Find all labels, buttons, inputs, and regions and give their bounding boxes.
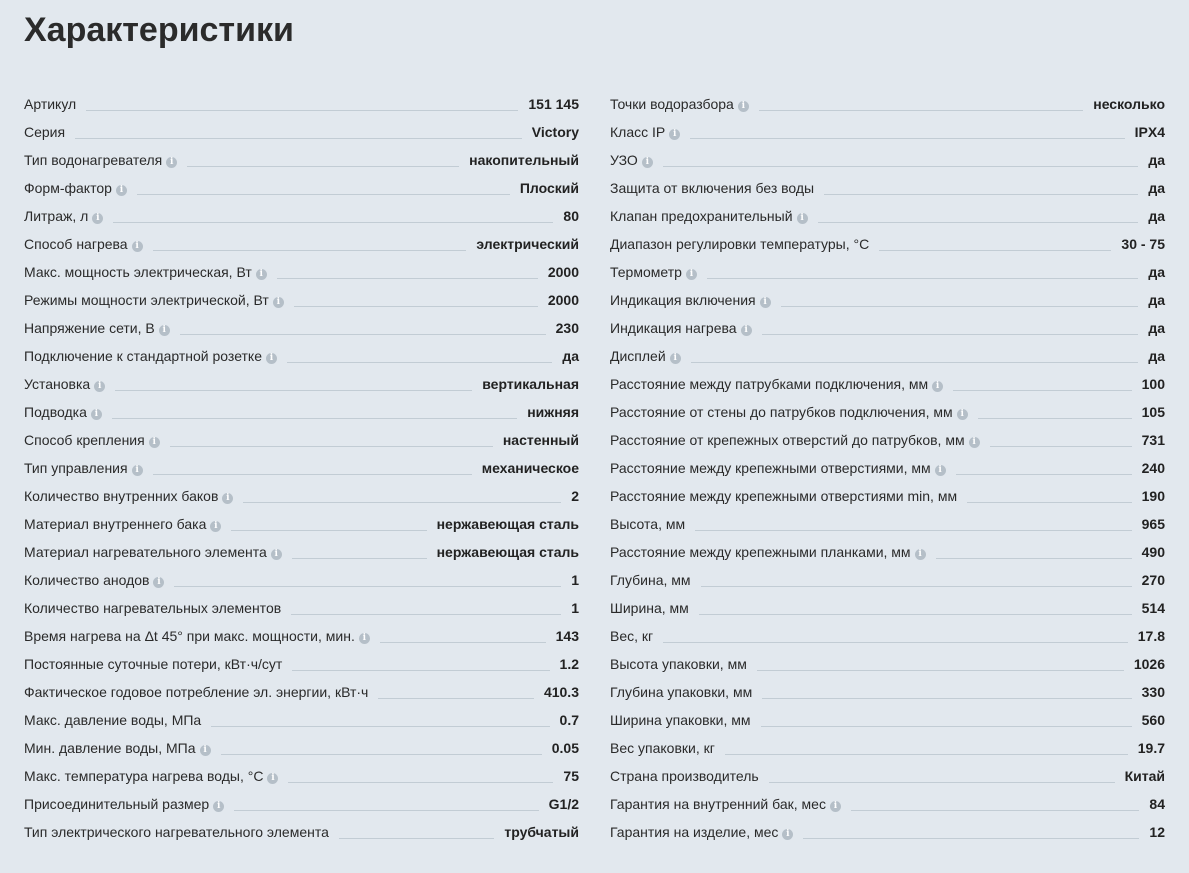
spec-value: электрический (476, 236, 579, 252)
spec-row (610, 448, 1165, 476)
dotted-leader (243, 501, 561, 503)
dotted-leader (691, 361, 1139, 363)
spec-label: Гарантия на изделие, мес (610, 824, 779, 840)
dotted-leader (781, 305, 1139, 307)
spec-label: Ширина, мм (610, 600, 689, 616)
spec-row (610, 140, 1165, 168)
spec-row (24, 588, 579, 616)
spec-value: да (562, 348, 579, 364)
spec-label: Класс IP (610, 124, 666, 140)
spec-label: Дисплей (610, 348, 666, 364)
dotted-leader (234, 809, 538, 811)
spec-value: да (1148, 208, 1165, 224)
info-icon[interactable]: i (267, 773, 278, 784)
specs-column-right (610, 84, 1165, 840)
spec-row (610, 532, 1165, 560)
spec-value: 1 (571, 572, 579, 588)
spec-label: Мин. давление воды, МПа (24, 740, 196, 756)
spec-value: 2 (571, 488, 579, 504)
spec-row (610, 308, 1165, 336)
dotted-leader (380, 641, 546, 643)
info-icon[interactable]: i (271, 549, 282, 560)
dotted-leader (725, 753, 1128, 755)
dotted-leader (851, 809, 1139, 811)
spec-row (24, 728, 579, 756)
info-icon[interactable]: i (159, 325, 170, 336)
dotted-leader (956, 473, 1132, 475)
spec-label: Страна производитель (610, 768, 759, 784)
spec-value: 731 (1141, 432, 1165, 448)
spec-row (24, 392, 579, 420)
info-icon[interactable]: i (670, 353, 681, 364)
dotted-leader (113, 221, 553, 223)
spec-row (24, 140, 579, 168)
dotted-leader (757, 669, 1124, 671)
info-icon[interactable]: i (741, 325, 752, 336)
dotted-leader (707, 277, 1138, 279)
dotted-leader (824, 193, 1138, 195)
info-icon[interactable]: i (149, 437, 160, 448)
spec-label: Расстояние между крепежными планками, мм (610, 544, 911, 560)
spec-row (24, 224, 579, 252)
spec-row (610, 700, 1165, 728)
dotted-leader (769, 781, 1115, 783)
spec-value: 410.3 (543, 684, 579, 700)
spec-value: 100 (1141, 376, 1165, 392)
spec-label: Количество внутренних баков (24, 488, 219, 504)
spec-row (24, 784, 579, 812)
spec-label: Макс. давление воды, МПа (24, 712, 202, 728)
spec-label: Тип управления (24, 460, 128, 476)
spec-label: Индикация включения (610, 292, 756, 308)
spec-value: нержавеющая сталь (436, 516, 579, 532)
dotted-leader (759, 109, 1083, 111)
spec-row (610, 560, 1165, 588)
dotted-leader (701, 585, 1132, 587)
spec-value: 75 (563, 768, 579, 784)
spec-row (610, 196, 1165, 224)
spec-row (24, 700, 579, 728)
dotted-leader (378, 697, 534, 699)
spec-value: 514 (1141, 600, 1165, 616)
spec-row (24, 168, 579, 196)
dotted-leader (292, 669, 549, 671)
spec-label: Диапазон регулировки температуры, °С (610, 236, 870, 252)
info-icon[interactable]: i (92, 213, 103, 224)
spec-value: 2000 (547, 264, 579, 280)
spec-row (24, 672, 579, 700)
info-icon[interactable]: i (91, 409, 102, 420)
spec-value: Плоский (519, 180, 579, 196)
spec-value: 80 (563, 208, 579, 224)
spec-label: Расстояние между патрубками подключения, мм (610, 376, 929, 392)
spec-value: настенный (502, 432, 579, 448)
spec-value: 84 (1149, 796, 1165, 812)
spec-label: Клапан предохранительный (610, 208, 793, 224)
spec-value: G1/2 (548, 796, 579, 812)
spec-label: Способ нагрева (24, 236, 128, 252)
spec-value: да (1148, 320, 1165, 336)
dotted-leader (153, 473, 472, 475)
spec-label: Высота, мм (610, 516, 686, 532)
info-icon[interactable]: i (200, 745, 211, 756)
spec-value: 1026 (1133, 656, 1165, 672)
info-icon[interactable]: i (957, 409, 968, 420)
spec-label: Подключение к стандартной розетке (24, 348, 262, 364)
spec-value: 151 145 (528, 96, 579, 112)
spec-value: Victory (531, 124, 579, 140)
spec-row (24, 532, 579, 560)
spec-value: 1 (571, 600, 579, 616)
spec-value: 230 (555, 320, 579, 336)
dotted-leader (762, 697, 1131, 699)
dotted-leader (221, 753, 542, 755)
spec-row (610, 84, 1165, 112)
spec-label: Количество анодов (24, 572, 150, 588)
spec-value: 2000 (547, 292, 579, 308)
dotted-leader (153, 249, 467, 251)
spec-row (24, 504, 579, 532)
info-icon[interactable]: i (830, 801, 841, 812)
info-icon[interactable]: i (153, 577, 164, 588)
spec-label: Расстояние от стены до патрубков подключения, мм (610, 404, 953, 420)
dotted-leader (803, 837, 1139, 839)
dotted-leader (174, 585, 561, 587)
spec-label: Напряжение сети, В (24, 320, 155, 336)
spec-value: несколько (1093, 96, 1165, 112)
info-icon[interactable]: i (166, 157, 177, 168)
spec-value: накопительный (469, 152, 579, 168)
info-icon[interactable]: i (210, 521, 221, 532)
spec-label: Гарантия на внутренний бак, мес (610, 796, 826, 812)
dotted-leader (695, 529, 1132, 531)
spec-label: Расстояние между крепежными отверстиями min, мм (610, 488, 958, 504)
spec-label: Фактическое годовое потребление эл. энергии, кВт·ч (24, 684, 369, 700)
spec-label: Вес упаковки, кг (610, 740, 715, 756)
spec-label: Макс. температура нагрева воды, °С (24, 768, 264, 784)
spec-value: да (1148, 180, 1165, 196)
spec-row (610, 392, 1165, 420)
spec-value: 190 (1141, 488, 1165, 504)
spec-row (610, 728, 1165, 756)
spec-row (610, 420, 1165, 448)
spec-row (24, 336, 579, 364)
dotted-leader (339, 837, 494, 839)
spec-row (24, 560, 579, 588)
spec-row (610, 644, 1165, 672)
dotted-leader (137, 193, 510, 195)
spec-value: 105 (1141, 404, 1165, 420)
dotted-leader (818, 221, 1139, 223)
spec-value: 0.7 (559, 712, 579, 728)
spec-row (24, 280, 579, 308)
dotted-leader (761, 725, 1132, 727)
info-icon[interactable]: i (760, 297, 771, 308)
spec-value: да (1148, 264, 1165, 280)
dotted-leader (187, 165, 459, 167)
info-icon[interactable]: i (213, 801, 224, 812)
spec-row (610, 252, 1165, 280)
spec-value: механическое (481, 460, 579, 476)
spec-row (24, 420, 579, 448)
dotted-leader (978, 417, 1132, 419)
spec-row (610, 588, 1165, 616)
info-icon[interactable]: i (969, 437, 980, 448)
spec-value: 560 (1141, 712, 1165, 728)
spec-label: Макс. мощность электрическая, Вт (24, 264, 252, 280)
info-icon[interactable]: i (116, 185, 127, 196)
spec-value: IPX4 (1134, 124, 1165, 140)
spec-label: Термометр (610, 264, 682, 280)
dotted-leader (663, 641, 1128, 643)
spec-label: Установка (24, 376, 91, 392)
dotted-leader (292, 557, 427, 559)
spec-value: нержавеющая сталь (436, 544, 579, 560)
spec-value: 12 (1149, 824, 1165, 840)
spec-label: Время нагрева на Δt 45° при макс. мощности, мин. (24, 628, 355, 644)
spec-value: да (1148, 152, 1165, 168)
spec-row (610, 812, 1165, 840)
spec-label: Вес, кг (610, 628, 654, 644)
dotted-leader (663, 165, 1139, 167)
spec-value: Китай (1124, 768, 1165, 784)
spec-row (24, 476, 579, 504)
dotted-leader (936, 557, 1132, 559)
dotted-leader (231, 529, 426, 531)
spec-value: нижняя (527, 404, 579, 420)
spec-row (610, 336, 1165, 364)
info-icon[interactable]: i (782, 829, 793, 840)
page-title: Характеристики (24, 11, 294, 49)
info-icon[interactable]: i (738, 101, 749, 112)
spec-label: Серия (24, 124, 66, 140)
spec-value: да (1148, 292, 1165, 308)
info-icon[interactable]: i (797, 213, 808, 224)
spec-label: Постоянные суточные потери, кВт·ч/сут (24, 656, 283, 672)
spec-row (610, 364, 1165, 392)
dotted-leader (170, 445, 493, 447)
spec-row (610, 168, 1165, 196)
info-icon[interactable]: i (273, 297, 284, 308)
spec-label: Защита от включения без воды (610, 180, 815, 196)
spec-value: 17.8 (1137, 628, 1165, 644)
info-icon[interactable]: i (932, 381, 943, 392)
spec-label: Ширина упаковки, мм (610, 712, 751, 728)
info-icon[interactable]: i (686, 269, 697, 280)
spec-row (610, 672, 1165, 700)
spec-value: 965 (1141, 516, 1165, 532)
spec-label: Артикул (24, 96, 77, 112)
info-icon[interactable]: i (915, 549, 926, 560)
spec-label: Присоединительный размер (24, 796, 210, 812)
spec-row (610, 280, 1165, 308)
spec-row (610, 616, 1165, 644)
dotted-leader (953, 389, 1132, 391)
spec-label: Расстояние между крепежными отверстиями, мм (610, 460, 931, 476)
spec-label: Тип электрического нагревательного элемента (24, 824, 329, 840)
dotted-leader (112, 417, 517, 419)
info-icon[interactable]: i (266, 353, 277, 364)
spec-row (24, 308, 579, 336)
spec-row (24, 84, 579, 112)
spec-row (24, 812, 579, 840)
spec-row (24, 644, 579, 672)
dotted-leader (967, 501, 1132, 503)
dotted-leader (990, 445, 1132, 447)
spec-row (24, 616, 579, 644)
dotted-leader (180, 333, 546, 335)
dotted-leader (86, 109, 518, 111)
spec-value: 143 (555, 628, 579, 644)
spec-label: Глубина, мм (610, 572, 691, 588)
spec-value: вертикальная (482, 376, 579, 392)
spec-label: Режимы мощности электрической, Вт (24, 292, 269, 308)
spec-value: 19.7 (1137, 740, 1165, 756)
specs-column-left (24, 84, 579, 840)
dotted-leader (762, 333, 1139, 335)
info-icon[interactable]: i (359, 633, 370, 644)
dotted-leader (879, 249, 1111, 251)
spec-label: Точки водоразбора (610, 96, 734, 112)
spec-label: Высота упаковки, мм (610, 656, 747, 672)
spec-label: Глубина упаковки, мм (610, 684, 753, 700)
spec-row (24, 252, 579, 280)
dotted-leader (75, 137, 522, 139)
spec-value: 270 (1141, 572, 1165, 588)
spec-value: 330 (1141, 684, 1165, 700)
spec-row (610, 224, 1165, 252)
info-icon[interactable]: i (132, 465, 143, 476)
spec-value: 490 (1141, 544, 1165, 560)
dotted-leader (288, 781, 553, 783)
spec-label: Подводка (24, 404, 87, 420)
spec-row (610, 784, 1165, 812)
dotted-leader (115, 389, 472, 391)
info-icon[interactable]: i (256, 269, 267, 280)
spec-label: Расстояние от крепежных отверстий до патрубков, мм (610, 432, 965, 448)
spec-value: трубчатый (504, 824, 579, 840)
spec-row (610, 756, 1165, 784)
dotted-leader (287, 361, 552, 363)
spec-label: Количество нагревательных элементов (24, 600, 282, 616)
info-icon[interactable]: i (669, 129, 680, 140)
spec-label: Индикация нагрева (610, 320, 737, 336)
info-icon[interactable]: i (642, 157, 653, 168)
spec-label: УЗО (610, 152, 638, 168)
spec-row (610, 476, 1165, 504)
info-icon[interactable]: i (935, 465, 946, 476)
spec-row (610, 112, 1165, 140)
spec-value: да (1148, 348, 1165, 364)
spec-row (24, 756, 579, 784)
spec-label: Материал нагревательного элемента (24, 544, 267, 560)
dotted-leader (291, 613, 561, 615)
dotted-leader (699, 613, 1132, 615)
spec-label: Форм-фактор (24, 180, 112, 196)
dotted-leader (277, 277, 538, 279)
dotted-leader (690, 137, 1124, 139)
spec-row (24, 196, 579, 224)
dotted-leader (294, 305, 538, 307)
spec-row (610, 504, 1165, 532)
spec-label: Способ крепления (24, 432, 145, 448)
spec-row (24, 112, 579, 140)
dotted-leader (211, 725, 549, 727)
info-icon[interactable]: i (132, 241, 143, 252)
spec-label: Литраж, л (24, 208, 89, 224)
spec-value: 0.05 (551, 740, 579, 756)
spec-row (24, 364, 579, 392)
spec-value: 30 - 75 (1121, 236, 1165, 252)
spec-row (24, 448, 579, 476)
spec-value: 240 (1141, 460, 1165, 476)
spec-value: 1.2 (559, 656, 579, 672)
spec-label: Материал внутреннего бака (24, 516, 207, 532)
info-icon[interactable]: i (222, 493, 233, 504)
info-icon[interactable]: i (94, 381, 105, 392)
spec-label: Тип водонагревателя (24, 152, 163, 168)
